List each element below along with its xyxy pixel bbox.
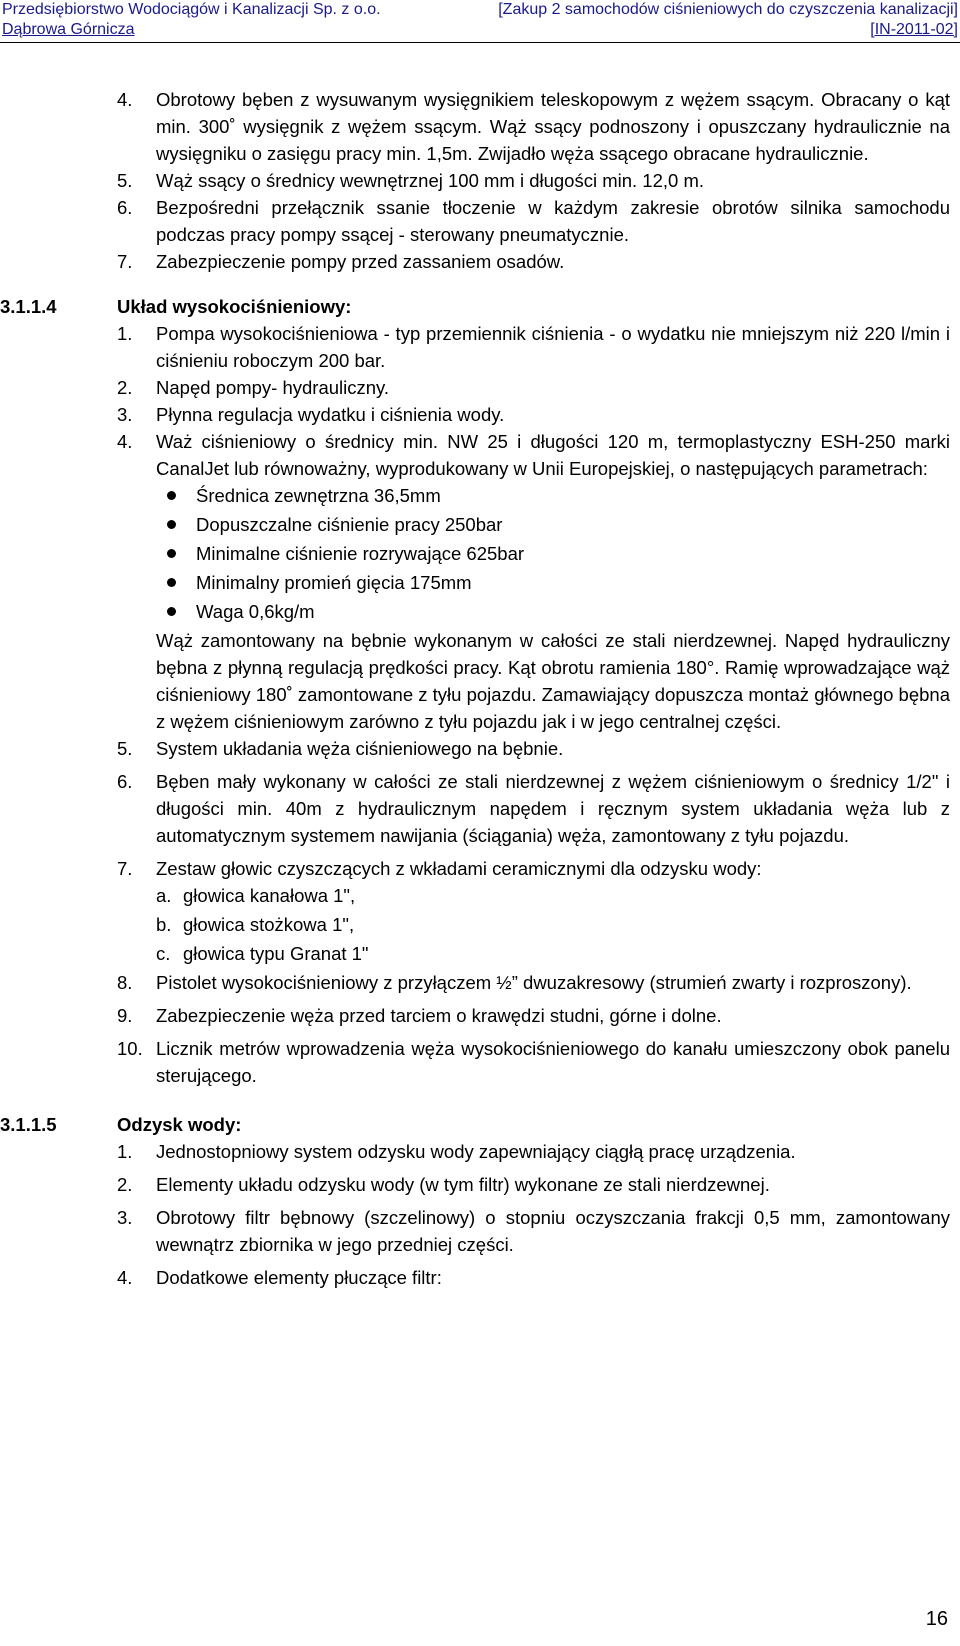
item-number: 4.	[117, 1267, 133, 1288]
item-text: Pistolet wysokociśnieniowy z przyłączem ½” dwuzakresowy (strumień zwarty i rozproszony).	[156, 972, 912, 993]
item-number: 4.	[117, 431, 133, 452]
bullet-icon	[167, 578, 176, 587]
item-text: Wąż ssący o średnicy wewnętrznej 100 mm i długości min. 12,0 m.	[156, 170, 705, 191]
item-number: 8.	[117, 972, 133, 993]
list-item	[0, 194, 960, 248]
item-number: 7.	[117, 858, 133, 879]
section-number: 3.1.1.4	[0, 296, 57, 317]
item-number: 1.	[117, 1141, 133, 1162]
list-item	[0, 1171, 960, 1198]
list-item	[0, 167, 960, 194]
list-item	[0, 735, 960, 762]
header-city: Dąbrowa Górnicza	[2, 21, 135, 38]
list-item	[0, 1138, 960, 1165]
bullet-icon	[167, 491, 176, 500]
section-number: 3.1.1.5	[0, 1114, 57, 1135]
header-left	[2, 0, 381, 40]
item-text: Waż ciśnieniowy o średnicy min. NW 25 i długości 120 m, termoplastyczny ESH-250 marki CanalJet lub równoważny, wyprodukowany w Unii Europejskiej, o następujących parametrach:	[156, 431, 950, 479]
header-right	[498, 0, 958, 40]
list-item	[0, 86, 960, 167]
list-item	[0, 540, 960, 569]
sub-item-text: głowica stożkowa 1",	[183, 914, 355, 935]
sub-item-letter: a.	[156, 885, 172, 906]
bullet-icon	[167, 607, 176, 616]
section-heading	[0, 1111, 960, 1138]
sub-list-item	[0, 882, 960, 911]
list-item	[0, 1035, 960, 1089]
item-text: Bezpośredni przełącznik ssanie tłoczenie w każdym zakresie obrotów silnika samochodu podczas pracy pompy ssącej - sterowany pneumatycznie.	[156, 197, 950, 245]
item-text: Wąż zamontowany na bębnie wykonanym w całości ze stali nierdzewnej. Napęd hydrauliczny bębna z płynną regulacją prędkości pracy. Kąt obrotu ramienia 180°. Ramię wprowadzające wąż ciśnieniowy 180˚ zamontowane z tyłu pojazdu. Zamawiający dopuszcza montaż głównego bębna z wężem ciśnieniowym zarówno z tyłu pojazdu jak i w jego centralnej części.	[156, 630, 950, 732]
list-item	[0, 598, 960, 627]
sub-item-text: głowica kanałowa 1",	[183, 885, 356, 906]
sub-item-letter: c.	[156, 943, 171, 964]
sub-item-letter: b.	[156, 914, 172, 935]
header-tender-code: [IN-2011-02]	[870, 21, 958, 38]
item-text: Obrotowy bęben z wysuwanym wysięgnikiem teleskopowym z wężem ssącym. Obracany o kąt min. 300˚ wysięgnik z wężem ssącym. Wąż ssący podnoszony i opuszczany hydraulicznie na wysięgniku o zasięgu pracy min. 1,5m. Zwijadło węża ssącego obracane hydraulicznie.	[156, 89, 950, 164]
bullet-text: Minimalny promień gięcia 175mm	[196, 572, 472, 593]
parameter-list	[0, 482, 960, 627]
item-text: Pompa wysokociśnieniowa - typ przemiennik ciśnienia - o wydatku nie mniejszym niż 220 l/min i ciśnieniu roboczym 200 bar.	[156, 323, 950, 371]
header-divider	[0, 42, 960, 43]
header-company: Przedsiębiorstwo Wodociągów i Kanalizacji Sp. z o.o.	[2, 1, 381, 18]
page-header	[0, 0, 960, 44]
bullet-icon	[167, 549, 176, 558]
section-heading	[0, 293, 960, 320]
bullet-text: Średnica zewnętrzna 36,5mm	[196, 485, 441, 506]
item-text: Napęd pompy- hydrauliczny.	[156, 377, 390, 398]
item-text: Elementy układu odzysku wody (w tym filtr) wykonane ze stali nierdzewnej.	[156, 1174, 770, 1195]
item-text: Licznik metrów wprowadzenia węża wysokociśnieniowego do kanału umieszczony obok panelu sterującego.	[156, 1038, 950, 1086]
item-number: 2.	[117, 1174, 133, 1195]
page-number: 16	[925, 1608, 948, 1630]
list-item	[0, 374, 960, 401]
item-number: 10.	[117, 1038, 143, 1059]
list-item	[0, 1264, 960, 1291]
sub-list-item	[0, 940, 960, 969]
list-item	[0, 768, 960, 849]
item-number: 3.	[117, 404, 133, 425]
list-item	[0, 1204, 960, 1258]
bullet-text: Waga 0,6kg/m	[196, 601, 315, 622]
item-continuation	[0, 627, 960, 735]
list-item	[0, 401, 960, 428]
item-text: Obrotowy filtr bębnowy (szczelinowy) o stopniu oczyszczania frakcji 0,5 mm, zamontowany wewnątrz zbiornika w jego przedniej części.	[156, 1207, 950, 1255]
item-text: Zabezpieczenie węża przed tarciem o krawędzi studni, górne i dolne.	[156, 1005, 722, 1026]
list-item	[0, 511, 960, 540]
list-item	[0, 855, 960, 882]
section-title: Układ wysokociśnieniowy:	[117, 296, 352, 317]
item-number: 5.	[117, 738, 133, 759]
item-text: Zestaw głowic czyszczących z wkładami ceramicznymi dla odzysku wody:	[156, 858, 762, 879]
list-item	[0, 569, 960, 598]
document-body	[0, 86, 960, 1291]
item-number: 5.	[117, 170, 133, 191]
item-number: 7.	[117, 251, 133, 272]
section-title: Odzysk wody:	[117, 1114, 242, 1135]
item-number: 9.	[117, 1005, 133, 1026]
item-text: Bęben mały wykonany w całości ze stali nierdzewnej z wężem ciśnieniowym o średnicy 1/2" i długości min. 40m z hydraulicznym napędem i ręcznym system układania węża lub z automatycznym systemem nawijania (ściągania) węża, zamontowany z tyłu pojazdu.	[156, 771, 950, 846]
list-item	[0, 428, 960, 482]
sub-item-text: głowica typu Granat 1"	[183, 943, 369, 964]
bullet-text: Dopuszczalne ciśnienie pracy 250bar	[196, 514, 503, 535]
sub-list-item	[0, 911, 960, 940]
list-item	[0, 482, 960, 511]
item-number: 6.	[117, 197, 133, 218]
list-item	[0, 1002, 960, 1029]
item-text: Jednostopniowy system odzysku wody zapewniający ciągłą pracę urządzenia.	[156, 1141, 796, 1162]
item-text: System układania węża ciśnieniowego na bębnie.	[156, 738, 564, 759]
list-item	[0, 248, 960, 275]
list-item	[0, 320, 960, 374]
bullet-text: Minimalne ciśnienie rozrywające 625bar	[196, 543, 525, 564]
bullet-icon	[167, 520, 176, 529]
item-text: Dodatkowe elementy płuczące filtr:	[156, 1267, 442, 1288]
header-tender-title: [Zakup 2 samochodów ciśnieniowych do czyszczenia kanalizacji]	[498, 1, 958, 18]
item-number: 2.	[117, 377, 133, 398]
item-text: Zabezpieczenie pompy przed zassaniem osadów.	[156, 251, 565, 272]
list-item	[0, 969, 960, 996]
item-number: 3.	[117, 1207, 133, 1228]
item-number: 4.	[117, 89, 133, 110]
item-number: 6.	[117, 771, 133, 792]
item-text: Płynna regulacja wydatku i ciśnienia wody.	[156, 404, 505, 425]
item-number: 1.	[117, 323, 133, 344]
